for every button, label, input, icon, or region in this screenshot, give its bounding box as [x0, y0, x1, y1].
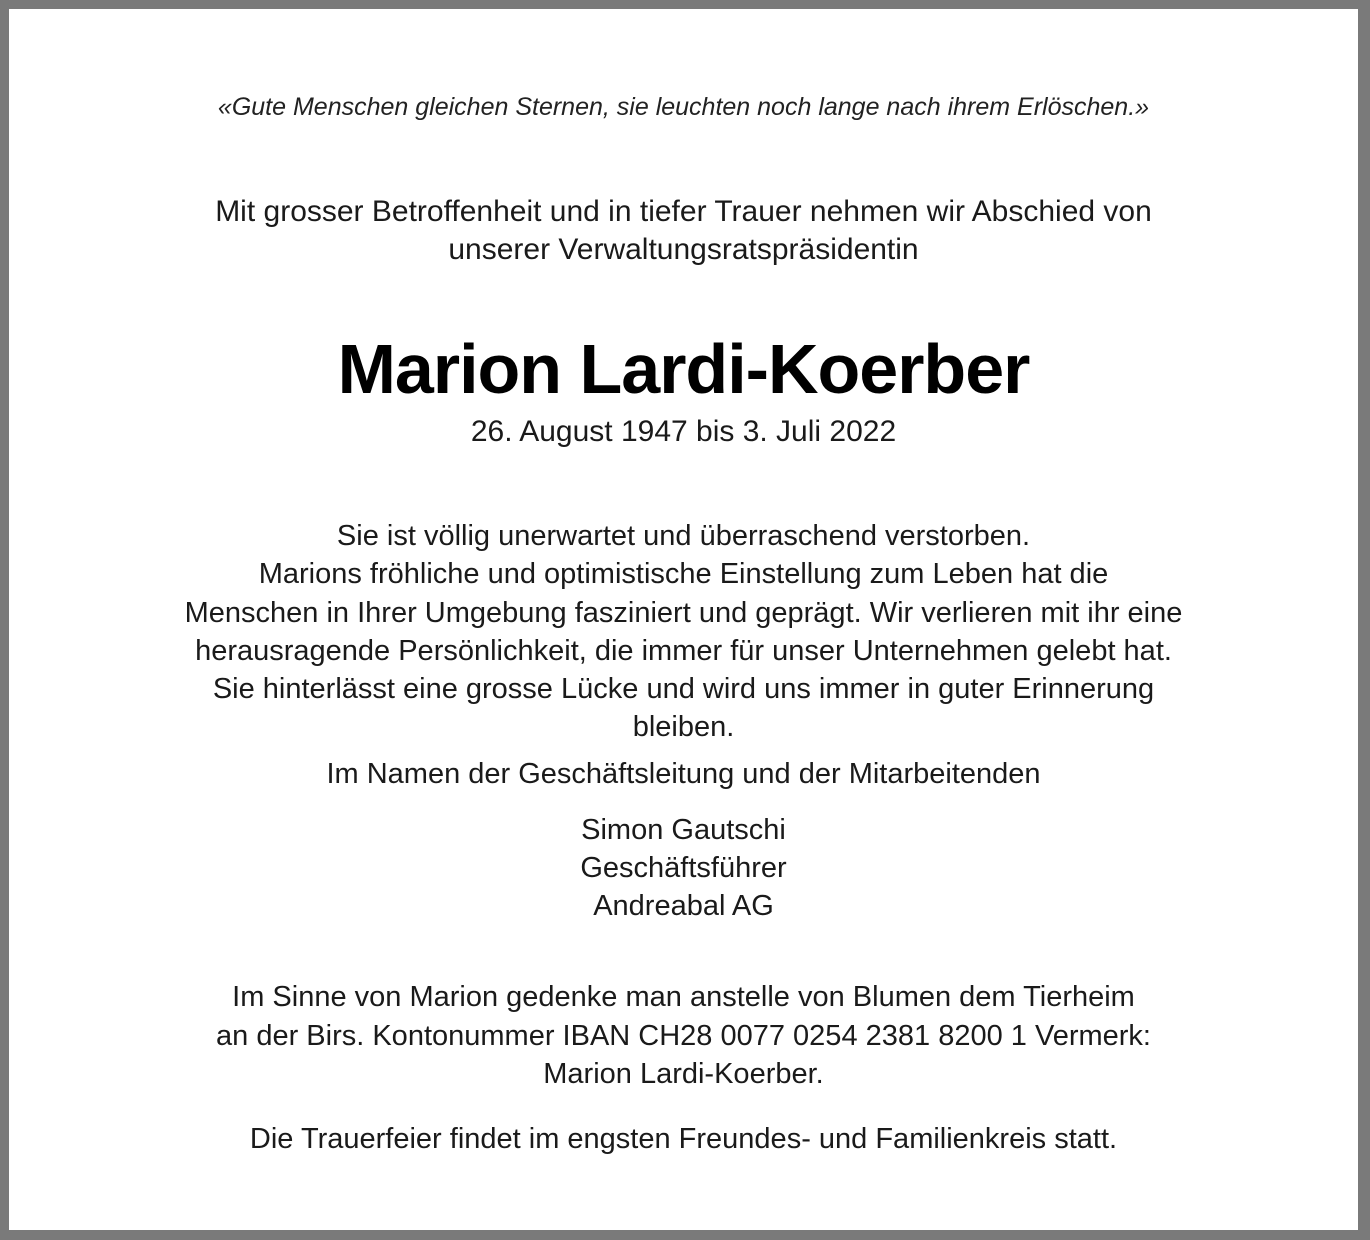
life-dates: 26. August 1947 bis 3. Juli 2022 — [470, 415, 897, 448]
deceased-name: Marion Lardi-Koerber — [337, 330, 1030, 408]
signer-name: Simon Gautschi — [581, 814, 786, 846]
intro-line: unserer Verwaltungsratspräsidentin — [448, 233, 919, 266]
body-line: Sie hinterlässt eine grosse Lücke und wird uns immer in guter Erinnerung — [212, 673, 1155, 706]
body-line: herausragende Persönlichkeit, die immer für unser Unternehmen gelebt hat. — [195, 634, 1172, 667]
donation-line: Im Sinne von Marion gedenke man anstelle von Blumen dem Tierheim — [232, 981, 1135, 1013]
donation-line: an der Birs. Kontonummer IBAN CH28 0077 0254 2381 8200 1 Vermerk: — [216, 1019, 1151, 1052]
on-behalf-line: Im Namen der Geschäftsleitung und der Mitarbeitenden — [326, 758, 1041, 790]
donation-line: Marion Lardi-Koerber. — [543, 1058, 824, 1090]
intro-line: Mit grosser Betroffenheit und in tiefer Trauer nehmen wir Abschied von — [215, 195, 1152, 228]
signature-block — [9, 811, 1358, 925]
obituary-body — [9, 517, 1358, 747]
intro-text — [9, 193, 1358, 269]
donation-notice — [9, 978, 1358, 1094]
memorial-quote: «Gute Menschen gleichen Sternen, sie leuchten noch lange nach ihrem Erlöschen.» — [217, 93, 1150, 121]
body-line: bleiben. — [632, 711, 735, 744]
company-name: Andreabal AG — [593, 890, 774, 922]
body-line: Sie ist völlig unerwartet und überraschend verstorben. — [336, 520, 1031, 552]
obituary-page — [9, 9, 1358, 1230]
body-line: Menschen in Ihrer Umgebung fasziniert und geprägt. Wir verlieren mit ihr eine — [184, 596, 1183, 629]
ceremony-notice: Die Trauerfeier findet im engsten Freundes- und Familienkreis statt. — [249, 1123, 1118, 1155]
signer-title: Geschäftsführer — [580, 852, 787, 884]
body-line: Marions fröhliche und optimistische Einstellung zum Leben hat die — [258, 558, 1109, 591]
